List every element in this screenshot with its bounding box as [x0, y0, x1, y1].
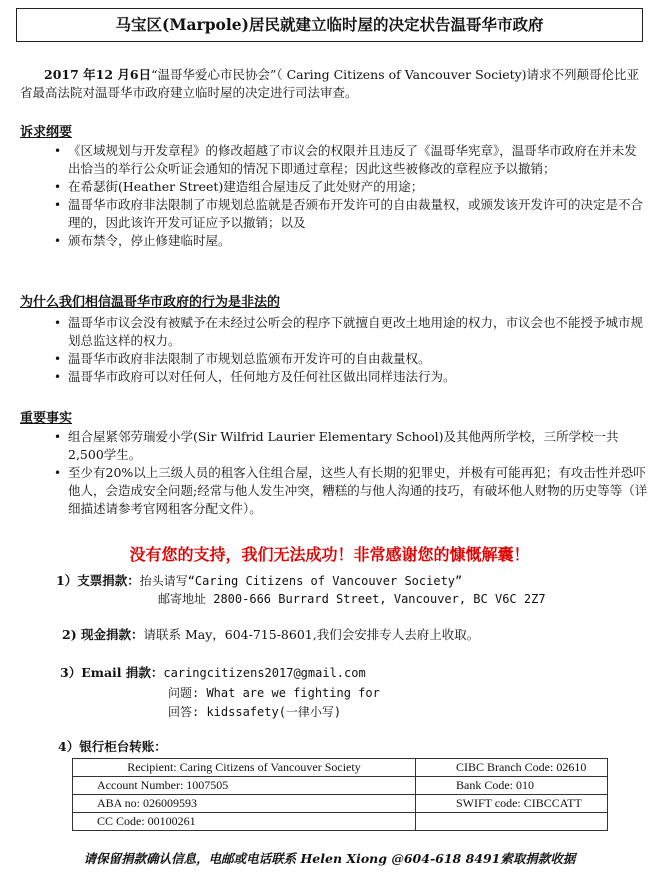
- table-cell: CIBC Branch Code: 02610: [416, 759, 608, 777]
- table-cell: CC Code: 00100261: [73, 813, 416, 831]
- email-question: 问题: What are we fighting for: [168, 686, 380, 700]
- bank-info-table: [72, 758, 608, 831]
- bullet-icon: •: [54, 466, 62, 480]
- table-row: [73, 795, 608, 813]
- cheque-payee: 抬头请写“Caring Citizens of Vancouver Society”: [139, 574, 463, 588]
- list-item: • 《区域规划与开发章程》的修改超越了市议会的权限并且违反了《温哥华宪章》，温哥华市政府在并未发出恰当的举行公众听证会通知的情况下即通过章程；因此这些被修改的章程应予以撤销；: [54, 143, 637, 176]
- table-cell: [416, 813, 608, 831]
- document-title: 马宝区(Marpole)居民就建立临时屋的决定状告温哥华市政府: [16, 8, 643, 42]
- table-row: [73, 813, 608, 831]
- facts-list: [54, 428, 648, 518]
- donation-appeal: 没有您的支持，我们无法成功！非常感谢您的慷慨解囊！: [129, 545, 530, 564]
- email-donation: [60, 664, 366, 682]
- why-list: [54, 314, 648, 386]
- list-item: • 温哥华市政府可以对任何人，任何地方及任何社区做出同样违法行为。: [54, 369, 456, 384]
- cash-text: 请联系 May，604-715-8601,我们会安排专人去府上收取。: [143, 627, 480, 642]
- table-row: [73, 759, 608, 777]
- table-cell: SWIFT code: CIBCCATT: [416, 795, 608, 813]
- cash-donation: [62, 626, 479, 644]
- receipt-note: 请保留捐款确认信息，电邮或电话联系 Helen Xiong @604-618 8491索取捐款收据: [83, 851, 576, 866]
- list-item: • 在希瑟街(Heather Street)建造组合屋违反了此处财产的用途；: [54, 179, 424, 194]
- list-item: • 至少有20%以上三级人员的租客入住组合屋，这些人有长期的犯罪史，并极有可能再犯；有攻击性并恐吓他人，会造成安全问题;经常与他人发生冲突，糟糕的与他人沟通的技巧，有破坏他人财物的历史等等（详细描述请参考官网租客分配文件）。: [54, 465, 648, 516]
- cheque-label: 1）支票捐款：: [56, 573, 140, 588]
- bullet-icon: •: [54, 316, 62, 330]
- bank-transfer-label: 4）银行柜台转账：: [58, 739, 167, 754]
- why-heading: 为什么我们相信温哥华市政府的行为是非法的: [20, 295, 281, 310]
- table-cell: Recipient: Caring Citizens of Vancouver Society: [73, 759, 416, 777]
- email-answer: 回答: kidssafety(一律小写): [168, 705, 342, 719]
- list-item: • 温哥华市政府非法限制了市规划总监就是否颁布开发许可的自由裁量权，或颁发该开发许可的决定是不合理的，因此该许开发可证应予以撤销；以及: [54, 197, 644, 230]
- bullet-icon: •: [54, 144, 62, 158]
- bullet-icon: •: [54, 370, 62, 384]
- table-row: [73, 777, 608, 795]
- claims-heading: 诉求纲要: [20, 125, 73, 140]
- list-item: • 温哥华市政府非法限制了市规划总监颁布开发许可的自由裁量权。: [54, 351, 431, 366]
- list-item: • 温哥华市议会没有被赋予在未经过公听会的程序下就擅自更改土地用途的权力，市议会也不能授予城市规划总监这样的权力。: [54, 315, 644, 348]
- claims-list: [54, 142, 648, 250]
- intro-paragraph: [20, 66, 645, 102]
- table-cell: Bank Code: 010: [416, 777, 608, 795]
- bullet-icon: •: [54, 234, 62, 248]
- intro-text: “温哥华爱心市民协会”（ Caring Citizens of Vancouver Society)请求不列颠哥伦比亚省最高法院对温哥华市政府建立临时屋的决定进行司法审查。: [20, 67, 640, 100]
- cheque-address: 邮寄地址 2800-666 Burrard Street, Vancouver, BC V6C 2Z7: [158, 592, 546, 606]
- email-address[interactable]: caringcitizens2017@gmail.com: [163, 666, 366, 680]
- intro-date: 2017 年12 月6日: [44, 67, 152, 82]
- list-item: • 组合屋紧邻劳瑞爱小学(Sir Wilfrid Laurier Elementary School)及其他两所学校，三所学校一共2,500学生。: [54, 429, 619, 462]
- bullet-icon: •: [54, 180, 62, 194]
- email-label: 3）Email 捐款：: [60, 665, 164, 680]
- cheque-donation: [56, 572, 462, 590]
- bullet-icon: •: [54, 352, 62, 366]
- bullet-icon: •: [54, 198, 62, 212]
- cash-label: 2) 现金捐款：: [62, 627, 144, 642]
- bullet-icon: •: [54, 430, 62, 444]
- table-cell: Account Number: 1007505: [73, 777, 416, 795]
- table-cell: ABA no: 026009593: [73, 795, 416, 813]
- list-item: • 颁布禁令，停止修建临时屋。: [54, 233, 231, 248]
- facts-heading: 重要事实: [20, 411, 73, 426]
